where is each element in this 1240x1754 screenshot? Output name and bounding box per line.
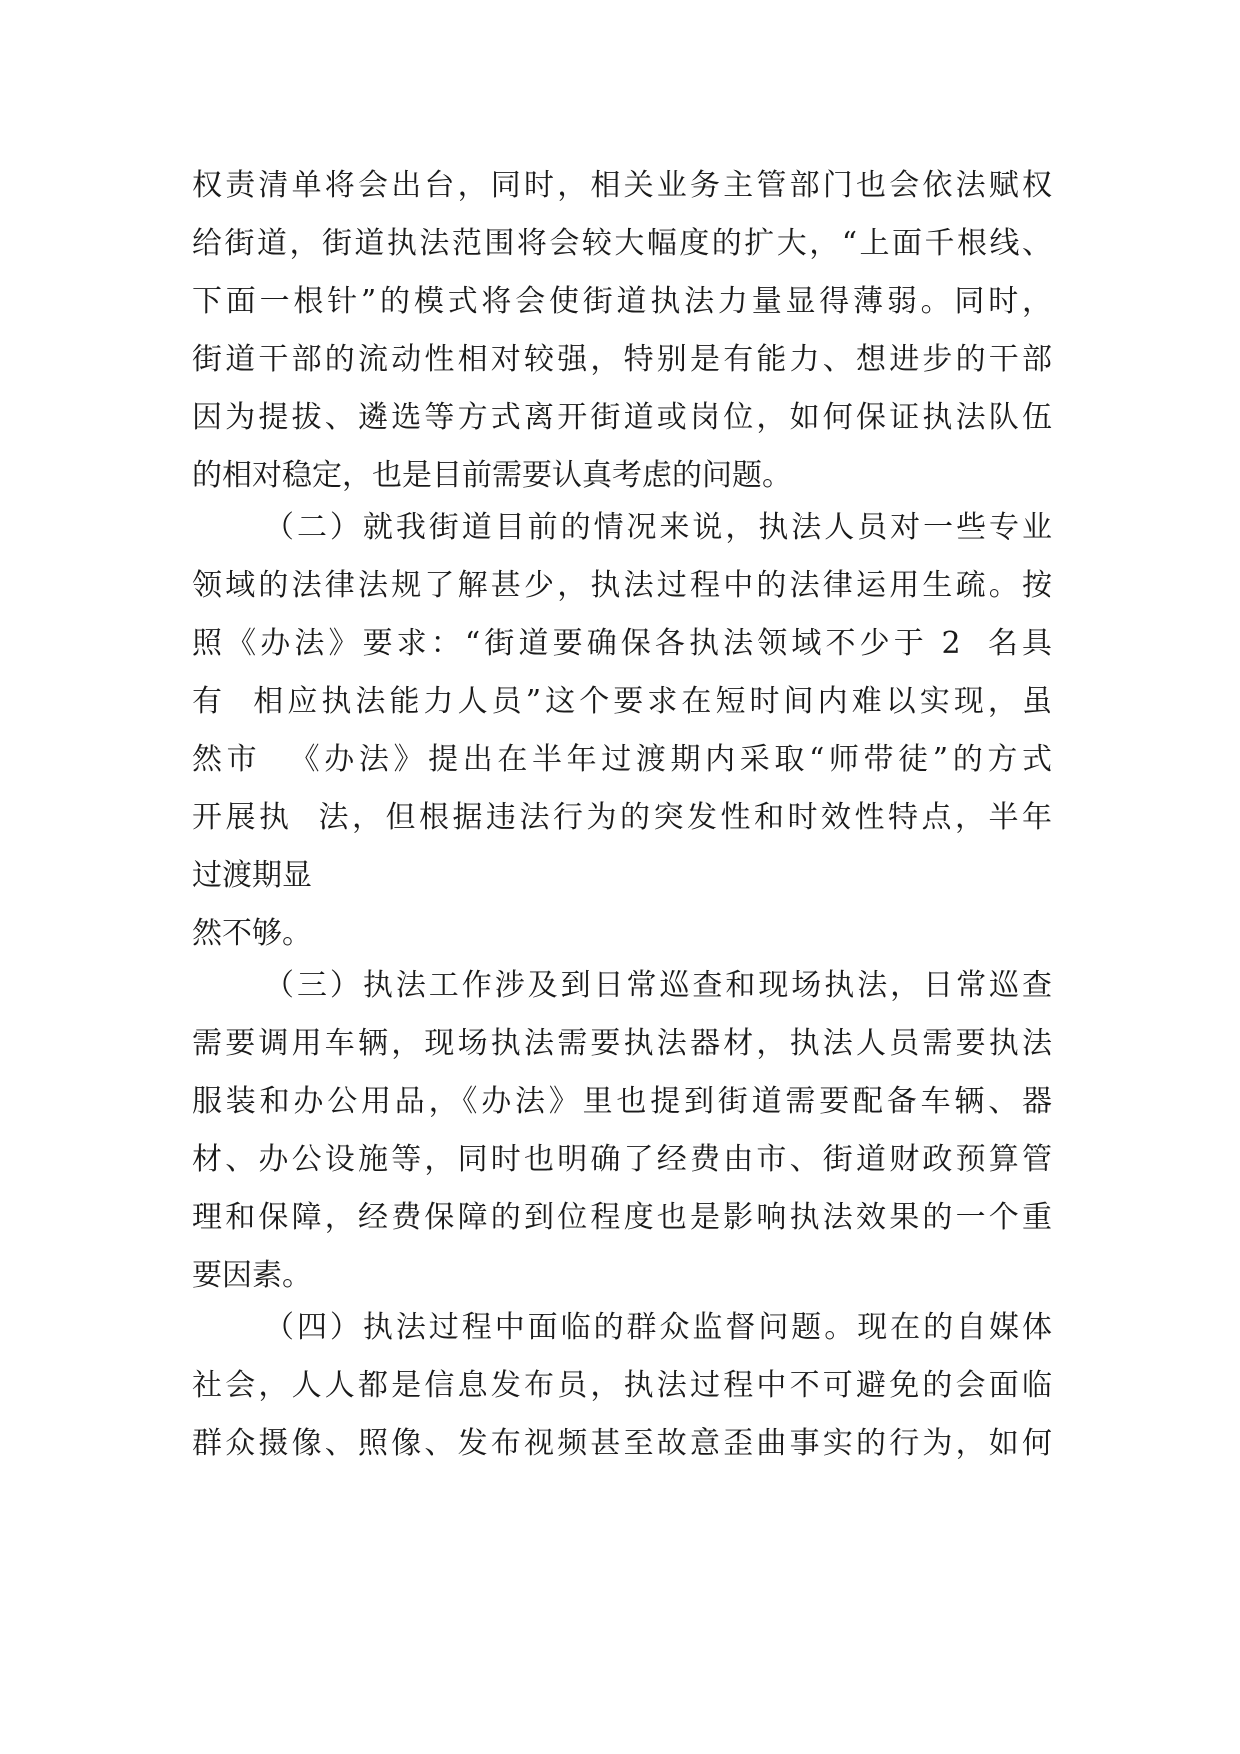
text-line: 然不够。: [192, 916, 312, 951]
text-line: 照《办法》要求：“街道要确保各执法领域不少于 2 名具: [192, 626, 1052, 661]
paragraph-1: [192, 157, 1052, 505]
text-line: 开展执 法，但根据违法行为的突发性和时效性特点，半年: [192, 800, 1052, 835]
text-line: 领域的法律法规了解甚少，执法过程中的法律运用生疏。按: [192, 568, 1052, 603]
text-line: （二）就我街道目前的情况来说，执法人员对一些专业: [264, 510, 1052, 545]
paragraph-2: [192, 499, 1052, 963]
text-line: 理和保障，经费保障的到位程度也是影响执法效果的一个重: [192, 1200, 1052, 1235]
text-line: （四）执法过程中面临的群众监督问题。现在的自媒体: [264, 1310, 1052, 1345]
text-line: 要因素。: [192, 1258, 312, 1293]
text-line: 因为提拔、遴选等方式离开街道或岗位，如何保证执法队伍: [192, 400, 1052, 435]
text-line: 街道干部的流动性相对较强，特别是有能力、想进步的干部: [192, 342, 1052, 377]
paragraph-3: [192, 957, 1052, 1305]
text-line: 的相对稳定，也是目前需要认真考虑的问题。: [192, 458, 792, 493]
text-line: （三）执法工作涉及到日常巡查和现场执法，日常巡查: [264, 968, 1052, 1003]
text-line: 权责清单将会出台，同时，相关业务主管部门也会依法赋权: [192, 168, 1052, 203]
text-line: 然市 《办法》提出在半年过渡期内采取“师带徒”的方式: [192, 742, 1052, 777]
text-line: 下面一根针”的模式将会使街道执法力量显得薄弱。同时，: [192, 284, 1052, 319]
text-line: 群众摄像、照像、发布视频甚至故意歪曲事实的行为，如何: [192, 1426, 1052, 1461]
text-line: 有 相应执法能力人员”这个要求在短时间内难以实现，虽: [192, 684, 1052, 719]
text-line: 社会，人人都是信息发布员，执法过程中不可避免的会面临: [192, 1368, 1052, 1403]
text-line: 给街道，街道执法范围将会较大幅度的扩大，“上面千根线、: [192, 226, 1052, 261]
text-line: 需要调用车辆，现场执法需要执法器材，执法人员需要执法: [192, 1026, 1052, 1061]
text-line: 材、办公设施等，同时也明确了经费由市、街道财政预算管: [192, 1142, 1052, 1177]
text-line: 过渡期显: [192, 858, 312, 893]
paragraph-4: [192, 1299, 1052, 1473]
text-line: 服装和办公用品，《办法》里也提到街道需要配备车辆、器: [192, 1084, 1052, 1119]
